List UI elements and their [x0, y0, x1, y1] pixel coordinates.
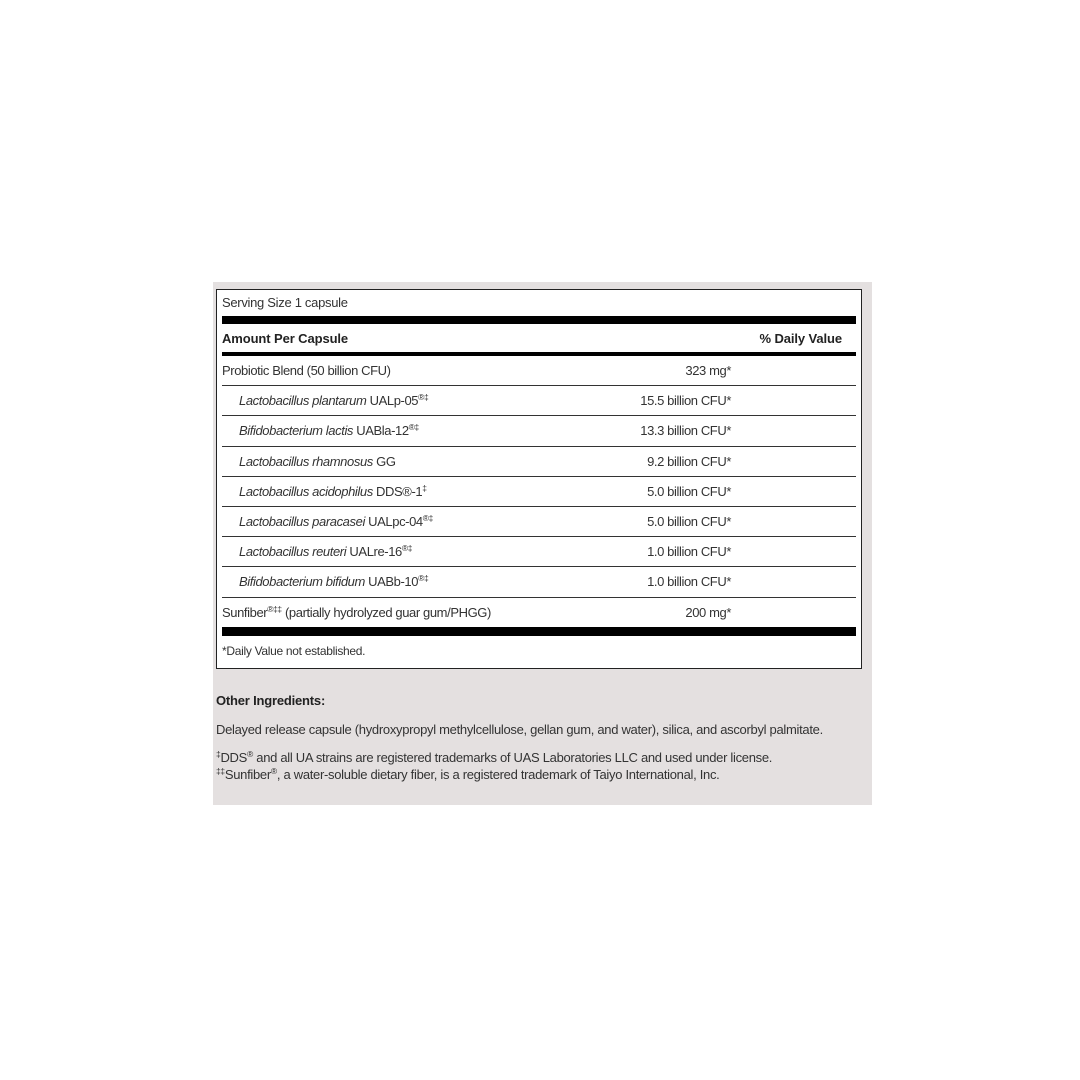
species-name: Lactobacillus plantarum: [239, 393, 367, 409]
ingredient-amount: 200 mg*: [685, 604, 731, 620]
strain-name: UABla-12: [353, 423, 409, 439]
ingredient-amount: 1.0 billion CFU*: [647, 574, 731, 590]
ingredient-name: [222, 574, 591, 589]
table-row: [222, 537, 856, 567]
other-ingredients-text: Delayed release capsule (hydroxypropyl methylcellulose, gellan gum, and water), silica, and ascorbyl palmitate.: [216, 722, 823, 737]
table-row: [222, 598, 856, 627]
species-name: Lactobacillus reuteri: [239, 544, 347, 560]
trademark-marks: ®‡: [422, 513, 433, 524]
trademark-name: DDS: [220, 750, 247, 765]
ingredient-name: [222, 605, 591, 620]
other-ingredients-title: Other Ingredients:: [216, 693, 326, 708]
ingredient-name: [222, 393, 591, 408]
table-row: [222, 356, 856, 386]
trademark-mark: ‡‡: [216, 766, 225, 776]
trademark-marks: ‡: [422, 482, 427, 493]
registered-mark: ®: [270, 766, 277, 776]
trademark-line: [216, 749, 866, 766]
ingredient-name: [222, 484, 591, 499]
strain-name: UALp-05: [366, 393, 419, 409]
table-row: [222, 447, 856, 477]
ingredient-amount: 1.0 billion CFU*: [647, 544, 731, 560]
table-row: [222, 416, 856, 446]
strain-name: UALpc-04: [364, 514, 423, 530]
daily-value-footnote: *Daily Value not established.: [222, 643, 366, 658]
strain-name: DDS®-1: [372, 483, 423, 499]
trademark-mark: ‡: [216, 749, 221, 759]
table-row: [222, 507, 856, 537]
ingredient-amount: 323 mg*: [685, 363, 731, 379]
trademark-marks: ®‡: [418, 573, 429, 584]
ingredient-name: [222, 423, 591, 438]
thick-divider: [222, 316, 856, 324]
ingredient-name: Probiotic Blend (50 billion CFU): [222, 363, 391, 379]
trademark-name: Sunfiber: [224, 767, 271, 782]
strain-name: UABb-10: [364, 574, 419, 590]
ingredient-amount: 5.0 billion CFU*: [647, 483, 731, 499]
trademark-text: and all UA strains are registered trademarks of UAS Laboratories LLC and used under license.: [252, 750, 773, 765]
registered-mark: ®: [247, 749, 253, 759]
other-ingredients-section: [216, 693, 866, 783]
table-row: [222, 386, 856, 416]
strain-name: UALre-16: [346, 544, 402, 560]
ingredient-amount: 5.0 billion CFU*: [647, 514, 731, 530]
serving-size: Serving Size 1 capsule: [222, 295, 348, 310]
ingredient-amount: 15.5 billion CFU*: [640, 393, 731, 409]
species-name: Bifidobacterium lactis: [239, 423, 354, 439]
amount-per-capsule-label: Amount Per Capsule: [222, 330, 349, 346]
trademark-line: [216, 766, 866, 783]
thick-divider: [222, 627, 856, 636]
fiber-description: (partially hydrolyzed guar gum/PHGG): [281, 604, 491, 620]
trademark-notes: [216, 749, 866, 783]
supplement-facts-table: [216, 289, 862, 669]
daily-value-label: % Daily Value: [759, 330, 842, 346]
trademark-marks: ®‡: [418, 392, 429, 403]
ingredient-amount: 13.3 billion CFU*: [640, 423, 731, 439]
ingredient-name: [222, 514, 591, 529]
trademark-marks: ®‡: [408, 422, 419, 433]
trademark-text: , a water-soluble dietary fiber, is a registered trademark of Taiyo International, Inc.: [276, 767, 720, 782]
ingredient-name: [222, 454, 591, 469]
table-row: [222, 567, 856, 597]
species-name: Bifidobacterium bifidum: [239, 574, 365, 590]
fiber-name: Sunfiber: [222, 604, 268, 620]
trademark-marks: ®‡: [401, 543, 413, 554]
species-name: Lactobacillus acidophilus: [239, 483, 373, 499]
table-header: [222, 324, 856, 352]
supplement-facts-panel: [213, 282, 872, 805]
ingredient-name: [222, 544, 591, 559]
strain-name: GG: [372, 453, 396, 469]
table-row: [222, 477, 856, 507]
species-name: Lactobacillus rhamnosus: [239, 453, 373, 469]
trademark-marks: ®‡‡: [267, 603, 282, 614]
ingredient-amount: 9.2 billion CFU*: [647, 453, 731, 469]
species-name: Lactobacillus paracasei: [239, 514, 365, 530]
